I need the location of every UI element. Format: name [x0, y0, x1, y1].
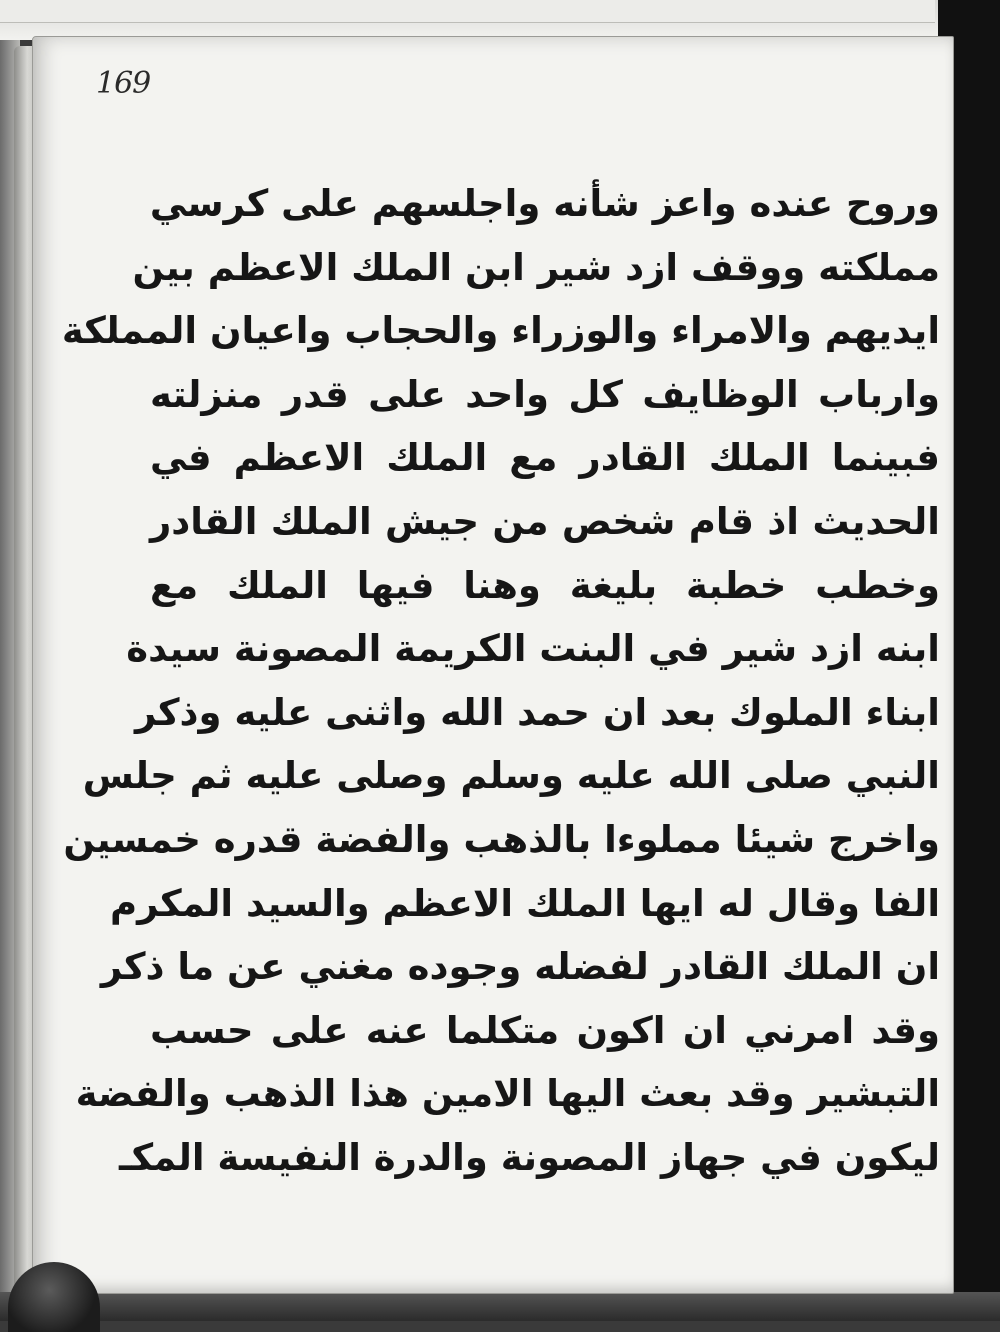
text-line: ابناء الملوك بعد ان حمد الله واثنى عليه وذكر: [134, 690, 940, 734]
scan-bottom-background: [0, 1292, 1000, 1321]
scan-top-background: [0, 0, 1000, 40]
text-line: ليكون في جهاز المصونة والدرة النفيسة المكـ: [118, 1135, 940, 1179]
text-line: وارباب الوظايف كل واحد على قدر منزلته: [150, 372, 940, 416]
text-line: مملكته ووقف ازد شير ابن الملك الاعظم بين: [132, 245, 940, 289]
text-line: وخطب خطبة بليغة وهنا فيها الملك مع: [150, 563, 940, 607]
text-line: ان الملك القادر لفضله وجوده مغني عن ما ذكر: [100, 945, 940, 989]
text-line: الحديث اذ قام شخص من جيش الملك القادر: [150, 499, 940, 543]
text-line: فبينما الملك القادر مع الملك الاعظم في: [150, 436, 940, 480]
previous-page-edge: [0, 0, 935, 23]
text-line: التبشير وقد بعث اليها الامين هذا الذهب والفضة: [75, 1072, 940, 1116]
text-line: ابنه ازد شير في البنت الكريمة المصونة سيدة: [126, 627, 940, 671]
text-line: النبي صلى الله عليه وسلم وصلى عليه ثم جلس: [82, 754, 940, 798]
text-line: وروح عنده واعز شأنه واجلسهم على كرسي: [149, 182, 940, 225]
text-line: الفا وقال له ايها الملك الاعظم والسيد المكرم: [110, 881, 940, 925]
text-line: واخرج شيئا مملوءا بالذهب والفضة قدره خمسين: [63, 817, 940, 861]
manuscript-text: [61, 172, 940, 1190]
text-line: ايديهم والامراء والوزراء والحجاب واعيان المملكة: [61, 309, 940, 353]
folio-number: 169: [96, 66, 151, 101]
text-line: وقد امرني ان اكون متكلما عنه على حسب: [150, 1008, 940, 1052]
